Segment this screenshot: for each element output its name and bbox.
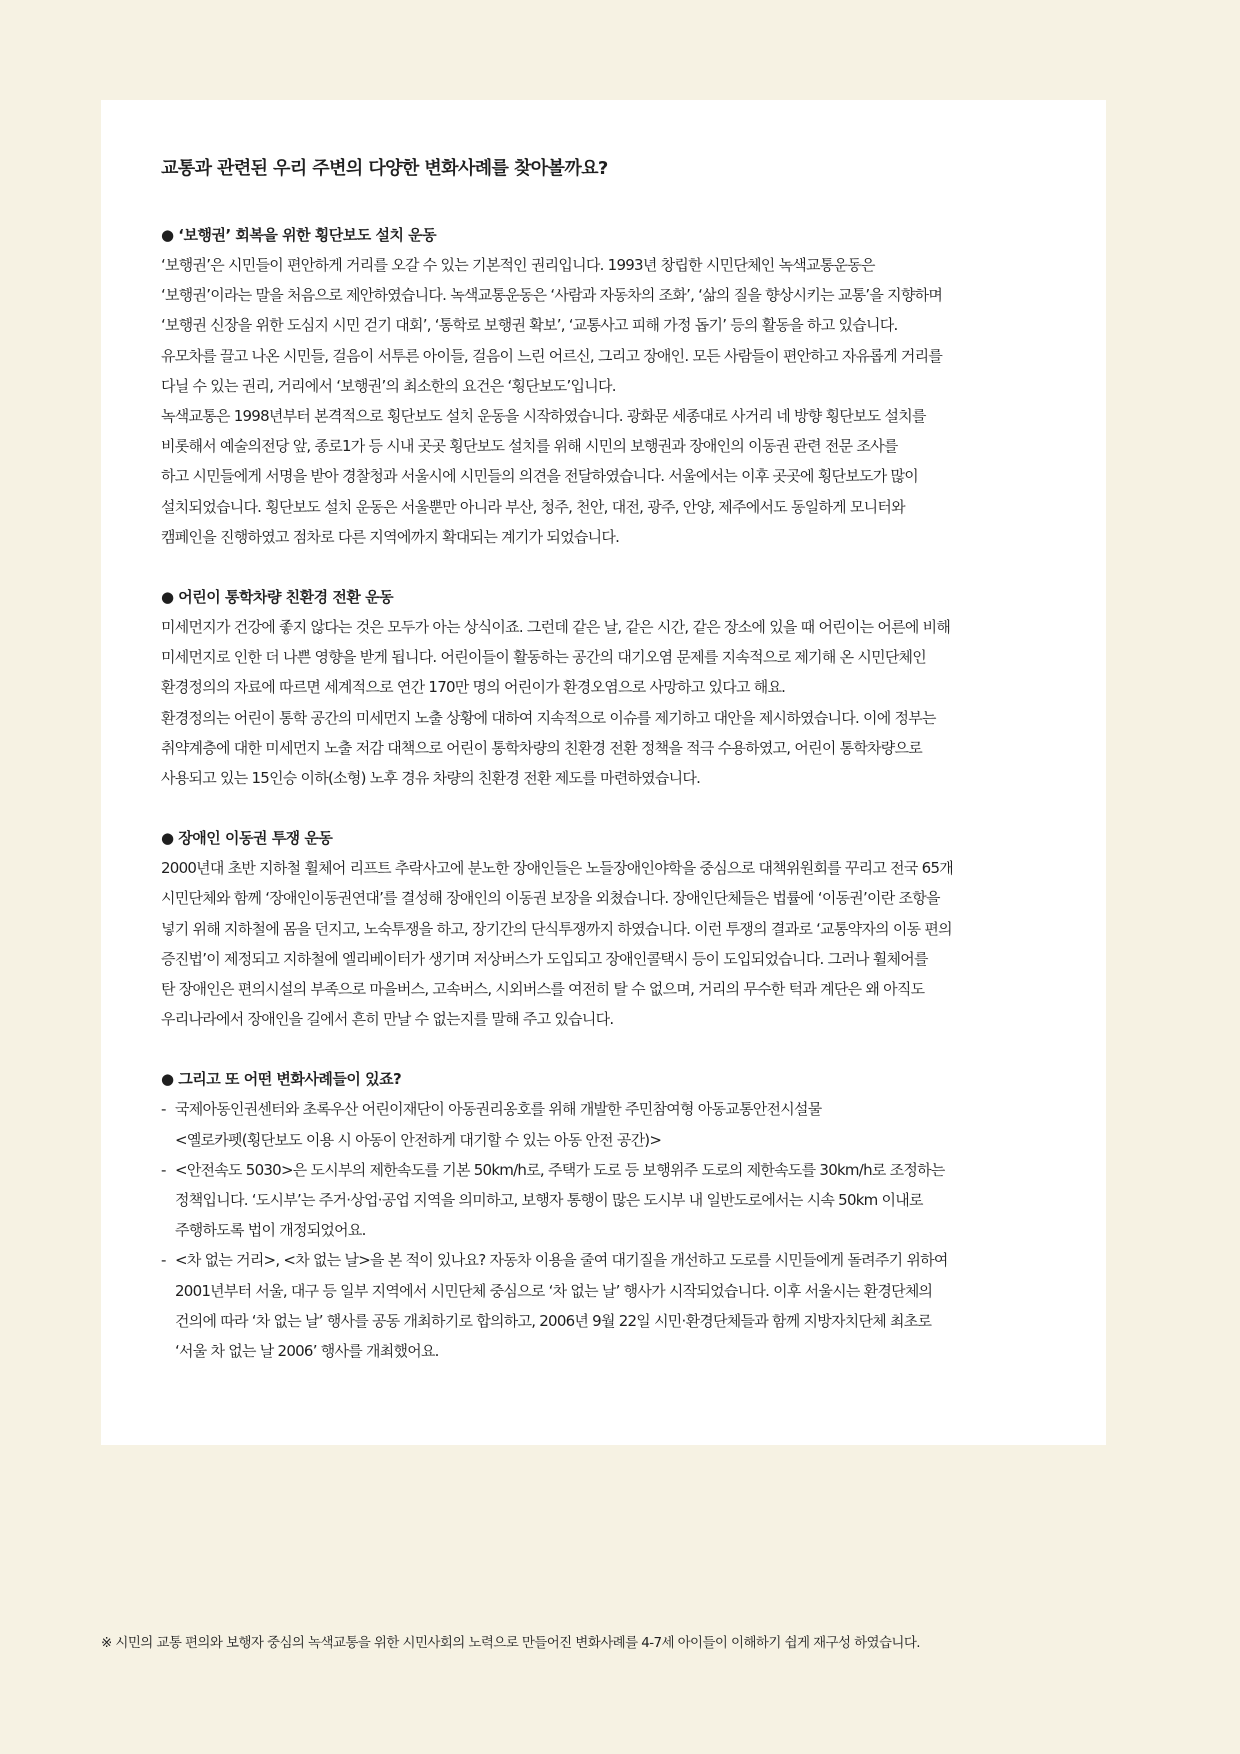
- paragraph-line: 설치되었습니다. 횡단보도 설치 운동은 서울뿐만 아니라 부산, 청주, 천안, 대전, 광주, 안양, 제주에서도 동일하게 모니터와: [161, 497, 905, 516]
- paragraph-line: 탄 장애인은 편의시설의 부족으로 마을버스, 고속버스, 시외버스를 여전히 탈 수 없으며, 거리의 무수한 턱과 계단은 왜 아직도: [161, 980, 925, 999]
- paragraph-line: <차 없는 거리>, <차 없는 날>을 본 적이 있나요? 자동차 이용을 줄여 대기질을 개선하고 도로를 시민들에게 돌려주기 위하여: [175, 1251, 948, 1270]
- paragraph-line: ‘보행권’은 시민들이 편안하게 거리를 오갈 수 있는 기본적인 권리입니다. 1993년 창립한 시민단체인 녹색교통운동은: [161, 256, 875, 274]
- paragraph-line: 넣기 위해 지하철에 몸을 던지고, 노숙투쟁을 하고, 장기간의 단식투쟁까지 하였습니다. 이런 투쟁의 결과로 ‘교통약자의 이동 편의: [161, 919, 952, 938]
- paragraph-line: 국제아동인권센터와 초록우산 어린이재단이 아동권리옹호를 위해 개발한 주민참여형 아동교통안전시설물: [175, 1100, 822, 1119]
- list-item: [161, 1094, 1046, 1154]
- paragraph-line: 캠페인을 진행하였고 점차로 다른 지역에까지 확대되는 계기가 되었습니다.: [161, 527, 620, 546]
- paragraph-line: 주행하도록 법이 개정되었어요.: [175, 1221, 366, 1240]
- section-heading: ● ‘보행권’ 회복을 위한 횡단보도 설치 운동: [161, 226, 437, 244]
- section-heading: ● 그리고 또 어떤 변화사례들이 있죠?: [161, 1070, 402, 1089]
- section-heading: ● 어린이 통학차량 친환경 전환 운동: [161, 588, 394, 607]
- section-pedestrian-rights: [161, 220, 1046, 552]
- paragraph-line: 시민단체와 함께 ‘장애인이동권연대’를 결성해 장애인의 이동권 보장을 외쳤습니다. 장애인단체들은 법률에 ‘이동권’이란 조항을: [161, 889, 940, 908]
- paragraph-line: 정책입니다. ‘도시부’는 주거·상업·공업 지역을 의미하고, 보행자 통행이 많은 도시부 내 일반도로에서는 시속 50km 이내로: [175, 1191, 923, 1210]
- section-school-vehicle: [161, 582, 1046, 793]
- paragraph-line: 미세먼지로 인한 더 나쁜 영향을 받게 됩니다. 어린이들이 활동하는 공간의 대기오염 문제를 지속적으로 제기해 온 시민단체인: [161, 648, 927, 667]
- dash-bullet: -: [161, 1251, 167, 1270]
- section-heading: ● 장애인 이동권 투쟁 운동: [161, 829, 333, 848]
- paragraph-line: 우리나라에서 장애인을 길에서 흔히 만날 수 없는지를 말해 주고 있습니다.: [161, 1010, 614, 1029]
- page-title: 교통과 관련된 우리 주변의 다양한 변화사례를 찾아볼까요?: [161, 158, 608, 179]
- paragraph-line: 취약계층에 대한 미세먼지 노출 저감 대책으로 어린이 통학차량의 친환경 전환 정책을 적극 수용하였고, 어린이 통학차량으로: [161, 738, 923, 757]
- paragraph-line: ‘서울 차 없는 날 2006’ 행사를 개최했어요.: [175, 1342, 439, 1361]
- paragraph-line: <옐로카펫(횡단보도 이용 시 아동이 안전하게 대기할 수 있는 아동 안전 공간)>: [175, 1130, 662, 1149]
- footnote: ※ 시민의 교통 편의와 보행자 중심의 녹색교통을 위한 시민사회의 노력으로 만들어진 변화사례를 4-7세 아이들이 이해하기 쉽게 재구성 하였습니다.: [101, 1635, 920, 1651]
- paragraph-line: 녹색교통은 1998년부터 본격적으로 횡단보도 설치 운동을 시작하였습니다. 광화문 세종대로 사거리 네 방향 횡단보도 설치를: [161, 407, 926, 426]
- paragraph-line: ‘보행권 신장을 위한 도심지 시민 걷기 대회’, ‘통학로 보행권 확보’, ‘교통사고 피해 가정 돕기’ 등의 활동을 하고 있습니다.: [161, 316, 898, 335]
- paragraph-line: 2000년대 초반 지하철 휠체어 리프트 추락사고에 분노한 장애인들은 노들장애인야학을 중심으로 대책위원회를 꾸리고 전국 65개: [161, 859, 954, 878]
- paragraph-line: 유모차를 끌고 나온 시민들, 걸음이 서투른 아이들, 걸음이 느린 어르신, 그리고 장애인. 모든 사람들이 편안하고 자유롭게 거리를: [161, 346, 943, 365]
- paragraph-line: 건의에 따라 ‘차 없는 날’ 행사를 공동 개최하기로 합의하고, 2006년 9월 22일 시민·환경단체들과 함께 지방자치단체 최초로: [175, 1311, 932, 1330]
- dash-bullet: -: [161, 1100, 167, 1119]
- paragraph-line: 하고 시민들에게 서명을 받아 경찰청과 서울시에 시민들의 의견을 전달하였습니다. 서울에서는 이후 곳곳에 횡단보도가 많이: [161, 467, 918, 486]
- paragraph-line: ‘보행권’이라는 말을 처음으로 제안하였습니다. 녹색교통운동은 ‘사람과 자동차의 조화’, ‘삶의 질을 향상시키는 교통’을 지향하며: [161, 286, 943, 305]
- paragraph-line: 환경정의는 어린이 통학 공간의 미세먼지 노출 상황에 대하여 지속적으로 이슈를 제기하고 대안을 제시하였습니다. 이에 정부는: [161, 708, 936, 727]
- paragraph-line: 비롯해서 예술의전당 앞, 종로1가 등 시내 곳곳 횡단보도 설치를 위해 시민의 보행권과 장애인의 이동권 관련 전문 조사를: [161, 437, 898, 456]
- dash-bullet: -: [161, 1160, 167, 1179]
- paragraph-line: 환경정의의 자료에 따르면 세계적으로 연간 170만 명의 어린이가 환경오염으로 사망하고 있다고 해요.: [161, 678, 786, 697]
- paragraph-line: 미세먼지가 건강에 좋지 않다는 것은 모두가 아는 상식이죠. 그런데 같은 날, 같은 시간, 같은 장소에 있을 때 어린이는 어른에 비해: [161, 618, 951, 637]
- content-paper: [101, 100, 1106, 1445]
- list-item: [161, 1245, 1046, 1366]
- paragraph-line: 다닐 수 있는 권리, 거리에서 ‘보행권’의 최소한의 요건은 ‘횡단보도’입니다.: [161, 376, 616, 395]
- paragraph-line: 사용되고 있는 15인승 이하(소형) 노후 경유 차량의 친환경 전환 제도를 마련하였습니다.: [161, 769, 701, 788]
- paragraph-line: 증진법’이 제정되고 지하철에 엘리베이터가 생기며 저상버스가 도입되고 장애인콜택시 등이 도입되었습니다. 그러나 휠체어를: [161, 949, 928, 968]
- section-other-cases: [161, 1064, 1046, 1366]
- section-mobility-rights: [161, 823, 1046, 1034]
- paragraph-line: <안전속도 5030>은 도시부의 제한속도를 기본 50km/h로, 주택가 도로 등 보행위주 도로의 제한속도를 30km/h로 조정하는: [175, 1160, 945, 1179]
- paragraph-line: 2001년부터 서울, 대구 등 일부 지역에서 시민단체 중심으로 ‘차 없는 날’ 행사가 시작되었습니다. 이후 서울시는 환경단체의: [175, 1281, 933, 1300]
- list-item: [161, 1155, 1046, 1246]
